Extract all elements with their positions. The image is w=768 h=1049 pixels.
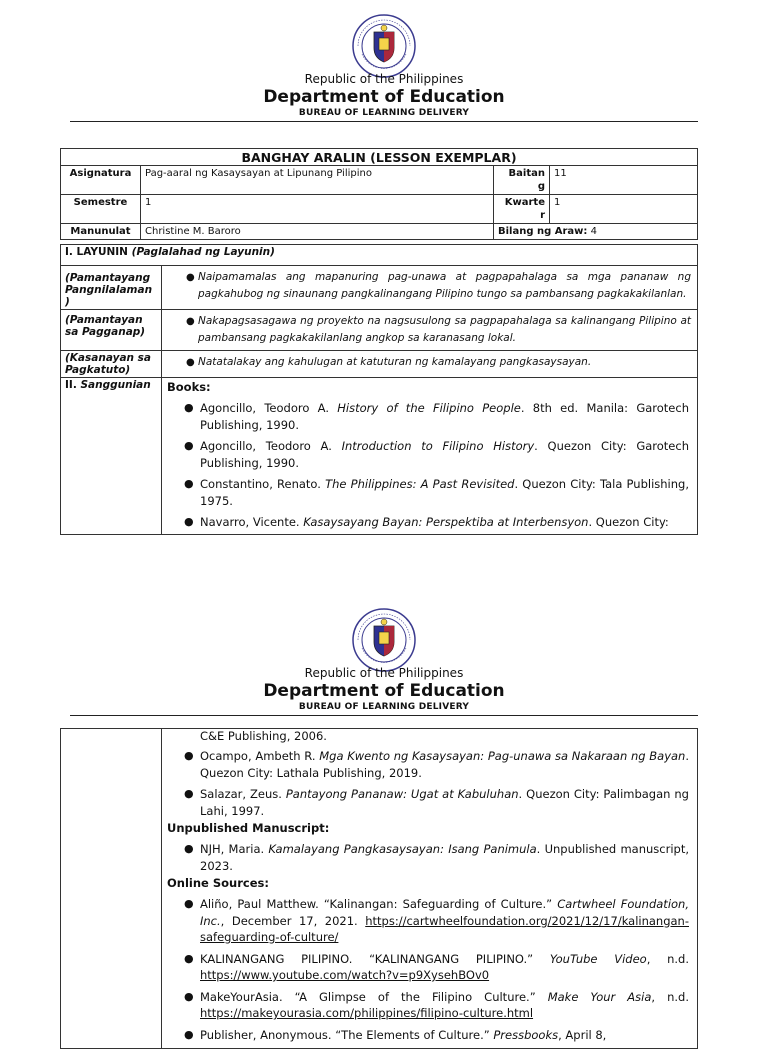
reference-title: YouTube Video	[549, 951, 647, 966]
reference-link[interactable]: https://makeyourasia.com/philippines/filipino-culture.html	[200, 1006, 534, 1020]
books-heading: Books:	[167, 380, 211, 394]
header-divider	[70, 715, 698, 716]
baitang-value: 11	[550, 166, 698, 195]
pamantayang-pangnilalaman-cell	[162, 266, 698, 310]
kasanayan-sa-pagkatuto-label: (Kasanayan sa Pagkatuto)	[61, 351, 162, 378]
unpublished-list	[166, 841, 693, 874]
reference-details: . Quezon City: Palimbagan ng Lahi, 1997.	[200, 787, 689, 818]
reference-title: Kamalayang Pangkasaysayan: Isang Panimula	[268, 842, 537, 856]
reference-title: Mga Kwento ng Kasaysayan: Pag-unawa sa Nakaraan ng Bayan	[319, 749, 686, 763]
reference-author: Aliño, Paul Matthew. “Kalinangan: Safeguarding of Culture.”	[200, 897, 558, 911]
reference-author: MakeYourAsia. “A Glimpse of the Filipino Culture.”	[200, 989, 548, 1004]
reference-author: Publisher, Anonymous. “The Elements of Culture.”	[200, 1027, 494, 1042]
sanggunian-label-num: II.	[65, 379, 77, 391]
reference-author: Constantino, Renato.	[200, 477, 326, 491]
reference-author: KALINANGANG PILIPINO. “KALINANGANG PILIPINO.”	[200, 951, 550, 966]
kasanayan-sa-pagkatuto-text: ● Natatalakay ang kahulugan at katuturan ng kamalayang pangkasaysayan.	[166, 354, 693, 371]
bilang-ng-araw-label: Bilang ng Araw:	[498, 226, 588, 237]
layunin-heading-num: I. LAYUNIN	[65, 246, 128, 258]
reference-author: Agoncillo, Teodoro A.	[200, 439, 342, 453]
lesson-info-table	[60, 148, 698, 240]
baitang-label: Baitan g	[494, 166, 550, 195]
department-heading: Department of Education	[263, 681, 505, 701]
online-sources-heading: Online Sources:	[167, 876, 269, 890]
reference-continuation: C&E Publishing, 2006.	[200, 729, 327, 743]
reference-title: Make Your Asia	[547, 989, 652, 1004]
reference-details: . Unpublished manuscript, 2023.	[200, 842, 689, 873]
pamantayan-sa-pagganap-cell	[162, 310, 698, 351]
bilang-ng-araw	[494, 224, 698, 240]
reference-author: Ocampo, Ambeth R.	[200, 749, 320, 763]
reference-author: Salazar, Zeus.	[200, 787, 286, 801]
reference-link[interactable]: https://cartwheelfoundation.org/2021/12/17/kalinangan-safeguarding-of-culture/	[200, 913, 689, 944]
sanggunian-cell-continued	[162, 729, 698, 1049]
asignatura-value: Pag-aaral ng Kasaysayan at Lipunang Pilipino	[141, 166, 494, 195]
reference-item	[166, 438, 693, 471]
reference-details: , April 8,	[558, 1027, 607, 1042]
reference-item	[166, 476, 693, 509]
reference-details: . Quezon City: Lathala Publishing, 2019.	[200, 749, 689, 780]
reference-title: History of the Filipino People	[337, 401, 521, 415]
kwarter-value: 1	[550, 195, 698, 224]
kwarter-label: Kwarte r	[494, 195, 550, 224]
reference-item	[166, 951, 693, 984]
layunin-heading	[61, 245, 698, 266]
online-sources-list	[166, 896, 693, 1043]
reference-item	[166, 896, 693, 946]
kasanayan-sa-pagkatuto-cell	[162, 351, 698, 378]
lesson-exemplar-title: BANGHAY ARALIN (LESSON EXEMPLAR)	[61, 149, 698, 166]
reference-details: , n.d.	[651, 989, 689, 1004]
pamantayan-sa-pagganap-label: (Pamantayan sa Pagganap)	[61, 310, 162, 351]
reference-details: . 8th ed. Manila: Garotech Publishing, 1990.	[200, 401, 689, 432]
reference-item	[166, 400, 693, 433]
reference-author: Agoncillo, Teodoro A.	[200, 401, 338, 415]
pamantayang-pangnilalaman-label: (Pamantayang Pangnilalaman )	[61, 266, 162, 310]
page-2	[0, 594, 768, 1042]
reference-item	[166, 786, 693, 819]
reference-title: Kasaysayang Bayan: Perspektiba at Interbensyon	[303, 515, 589, 529]
manunulat-label: Manunulat	[61, 224, 141, 240]
sanggunian-label-word: Sanggunian	[80, 379, 151, 391]
pamantayan-sa-pagganap-text: ● Nakapagsasagawa ng proyekto na nagsusulong sa pagpapahalaga sa kalinangang Pilipino at pambansang pagkakakilanlang angkop sa karanasang lokal.	[166, 313, 693, 347]
reference-title: Pantayong Pananaw: Ugat at Kabuluhan	[285, 787, 519, 801]
reference-item	[166, 989, 693, 1022]
pamantayang-pangnilalaman-text: ● Naipamamalas ang mapanuring pag-unawa at pagpapahalaga sa mga pananaw ng pagkahubog ng sinaunang pangkalinangang Pilipino tungo sa pambansang pagkakakilanlan.	[166, 269, 693, 303]
republic-heading: Republic of the Philippines	[304, 72, 464, 86]
reference-author: NJH, Maria.	[200, 842, 269, 856]
reference-title: Cartwheel Foundation, Inc.	[200, 897, 689, 928]
layunin-heading-sub: (Paglalahad ng Layunin)	[131, 246, 275, 258]
bureau-heading: BUREAU OF LEARNING DELIVERY	[298, 108, 470, 118]
sanggunian-label-continued	[61, 729, 162, 1049]
unpublished-heading: Unpublished Manuscript:	[167, 821, 330, 835]
manunulat-value: Christine M. Baroro	[141, 224, 494, 240]
reference-title: The Philippines: A Past Revisited	[325, 477, 515, 491]
sanggunian-cell	[162, 378, 698, 535]
sanggunian-label	[61, 378, 162, 535]
reference-title: Pressbooks	[493, 1027, 559, 1042]
lesson-content-table-continued	[60, 728, 698, 1049]
reference-details: , December 17, 2021.	[220, 913, 366, 928]
department-heading: Department of Education	[263, 87, 505, 107]
reference-item	[166, 514, 693, 531]
reference-details: , n.d.	[646, 951, 689, 966]
books-list-continued	[166, 748, 693, 819]
reference-item	[166, 1027, 693, 1044]
reference-item	[166, 748, 693, 781]
reference-details: . Quezon City:	[588, 515, 669, 529]
deped-seal-logo	[352, 608, 416, 672]
reference-link[interactable]: https://www.youtube.com/watch?v=p9XysehBOv0	[200, 968, 490, 982]
deped-seal-logo	[352, 14, 416, 78]
bilang-ng-araw-value: 4	[590, 226, 597, 237]
reference-details: . Quezon City: Garotech Publishing, 1990.	[200, 439, 689, 470]
bureau-heading: BUREAU OF LEARNING DELIVERY	[298, 702, 470, 712]
reference-title: Introduction to Filipino History	[341, 439, 535, 453]
lesson-content-table	[60, 244, 698, 535]
reference-details: . Quezon City: Tala Publishing, 1975.	[200, 477, 689, 508]
books-list	[166, 400, 693, 531]
republic-heading: Republic of the Philippines	[304, 666, 464, 680]
asignatura-label: Asignatura	[61, 166, 141, 195]
header-divider	[70, 121, 698, 122]
reference-item	[166, 841, 693, 874]
semestre-value: 1	[141, 195, 494, 224]
semestre-label: Semestre	[61, 195, 141, 224]
reference-author: Navarro, Vicente.	[200, 515, 304, 529]
